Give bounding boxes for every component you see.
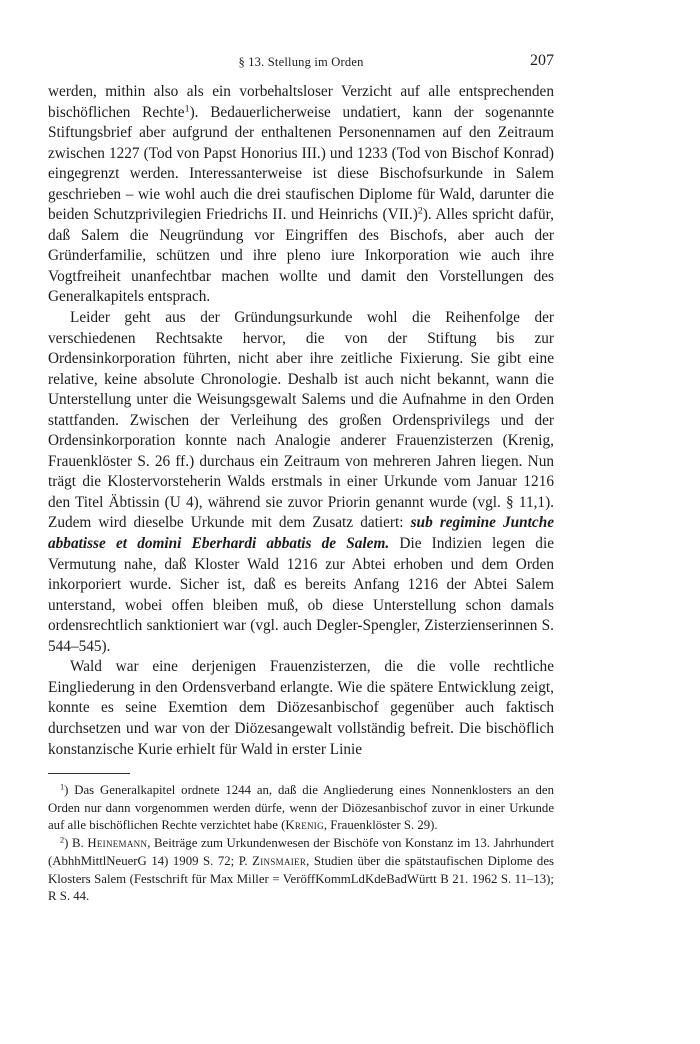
page-number: 207 (530, 52, 554, 69)
footnote-1-text-a: ) Das Generalkapitel ordnete 1244 an, daß die Angliederung eines Nonnenklosters an den Orden nur dann vorgenommen werden dürfe, wenn der Diözesanbischof zuvor in einer Urkunde auf alle bischöflichen Rechte verzichtet habe ( (48, 783, 554, 833)
footnote-mark-2: 2 (60, 835, 65, 845)
paragraph-1-text-a: werden, mithin also als ein vorbehaltsloser Verzicht auf alle entsprechenden bischöflichen Rechte (48, 83, 554, 121)
footnote-ref-2: 2 (417, 205, 423, 217)
running-head (48, 52, 554, 72)
paragraph-3: Wald war eine derjenigen Frauenzisterzen, die die volle rechtliche Eingliederung in den Ordensverband erlangte. Wie die spätere Entwicklung zeigt, konnte es seine Exemtion dem Diözesanbischof gegenüber auch faktisch durchsetzen und war von der Diözesangewalt vollständig befreit. Die bischöflich konstanzische Kurie erhielt für Wald in erster Linie (48, 658, 554, 758)
paragraph-2-text-a: Leider geht aus der Gründungsurkunde wohl die Reihenfolge der verschiedenen Rechtsakte hervor, die von der Stiftung bis zur Ordensinkorporation führten, nicht aber ihre zeitliche Fixierung. Sie gibt eine relative, keine absolute Chronologie. Deshalb ist auch nicht bekannt, wann die Unterstellung unter die Weisungsgewalt Salems und die Aufnahme in den Orden stattfanden. Zwischen der Verleihung des großen Ordensprivilegs und der Ordensinkorporation konnte nach Analogie anderer Frauenzisterzen (Krenig, Frauenklöster S. 26 ff.) durchaus ein Zeitraum von mehreren Jahren liegen. Nun trägt die Klostervorsteherin Walds erstmals in einer Urkunde vom Januar 1216 den Titel Äbtissin (U 4), während sie zuvor Priorin genannt wurde (vgl. § 11,1). Zudem wird dieselbe Urkunde mit dem Zusatz datiert: (48, 309, 554, 532)
paragraph-2 (48, 308, 554, 657)
footnote-1-author: Krenig (285, 818, 324, 833)
footnote-ref-1: 1 (184, 103, 190, 115)
footnote-2-text-b: , Beiträge zum Urkundenwesen der Bischöfe von Konstanz im 13. Jahrhundert (AbhhMittlNeuerG 14) 1909 S. 72; P. (48, 836, 554, 868)
section-title: § 13. Stellung im Orden (238, 55, 364, 69)
paragraph-2-text-b: Die Indizien legen die Vermutung nahe, daß Kloster Wald 1216 zur Abtei erhoben und dem Orden inkorporiert wurde. Sicher ist, daß es bereits Anfang 1216 der Abtei Salem unterstand, wobei offen bleiben muß, ob diese Unterstellung schon damals ordensrechtlich sanktioniert war (vgl. auch Degler-Spengler, Zisterzienserinnen S. 544–545). (48, 535, 554, 655)
paragraph-1 (48, 82, 554, 308)
footnote-2-text-a: ) B. (64, 836, 88, 851)
footnote-2-author-1: Heinemann (87, 836, 148, 851)
main-text (48, 82, 554, 760)
footnote-2-text-c: , Studien über die spätstaufischen Diplome des Klosters Salem (Festschrift für Max Miller = VeröffKommLdKdeBadWürtt B 21. 1962 S. 11–13); R S. 44. (48, 853, 554, 904)
footnote-1-text-b: , Frauenklöster S. 29). (323, 818, 438, 833)
footnote-mark-1: 1 (60, 782, 65, 792)
paragraph-1-text-b: ). Bedauerlicherweise undatiert, kann der sogenannte Stiftungsbrief aber aufgrund der enthaltenen Personennamen auf den Zeitraum zwischen 1227 (Tod von Papst Honorius III.) und 1233 (Tod von Bischof Konrad) eingegrenzt werden. Interessanterweise ist diese Bischofsurkunde in Salem geschrieben – wie wohl auch die drei staufischen Diplome für Wald, darunter die beiden Schutzprivilegien Friedrichs II. und Heinrichs (VII.) (48, 103, 554, 224)
latin-quotation: sub regimine Juntche abbatisse et domini Eberhardi abbatis de Salem. (48, 514, 554, 553)
footnote-separator (48, 773, 130, 774)
footnotes (48, 782, 554, 906)
footnote-2 (48, 835, 554, 906)
footnote-1 (48, 782, 554, 835)
footnote-2-author-2: Zinsmaier (252, 853, 307, 868)
paragraph-1-text-c: ). Alles spricht dafür, daß Salem die Neugründung vor Eingriffen des Bischofs, aber auch der Gründerfamilie, schützen und ihre pleno iure Inkorporation wie auch ihre Vogtfreiheit unanfechtbar machen wollte und damit den Vorstellungen des Generalkapitels entsprach. (48, 206, 554, 306)
